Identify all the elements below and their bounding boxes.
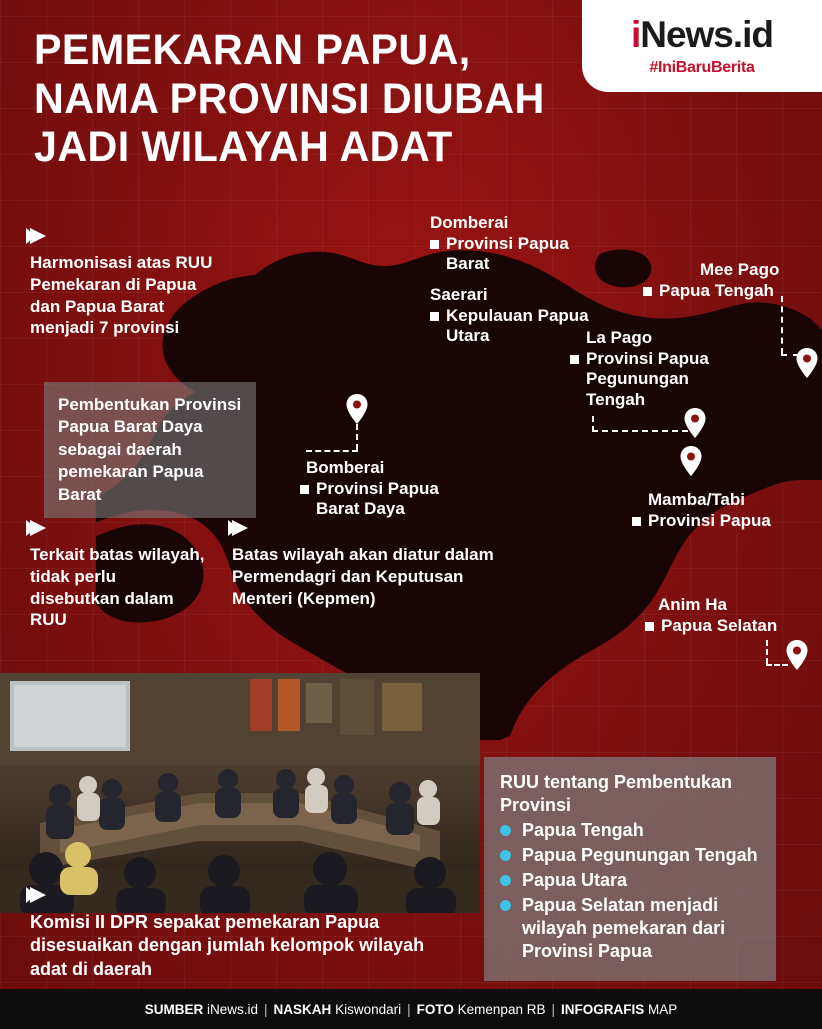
- logo-news: News.id: [640, 13, 774, 55]
- page-title: [34, 26, 610, 172]
- footer-infografis: [561, 1002, 677, 1017]
- point-permendagri: [232, 520, 502, 609]
- point-batas-wilayah: [30, 520, 210, 631]
- logo-text: [630, 13, 774, 55]
- map-label-la-pago-header: La Pago: [586, 328, 653, 347]
- map-label-domberai-sub: Provinsi Papua Barat: [430, 234, 590, 275]
- point-permendagri-text: Batas wilayah akan diatur dalam Permendagri dan Keputusan Menteri (Kepmen): [232, 545, 494, 608]
- map-label-mamba-tabi: [632, 490, 812, 531]
- arrow-icon: [30, 887, 46, 903]
- footer-sumber-label: SUMBER: [144, 1001, 204, 1017]
- footer-foto: [417, 1002, 546, 1017]
- list-item: Papua Selatan menjadi wilayah pemekaran dari Provinsi Papua: [500, 894, 760, 963]
- map-pin-mamba-tabi: [680, 446, 700, 474]
- leader-line-bomberai-v: [356, 424, 358, 450]
- note-papua-barat-daya-text: Pembentukan Provinsi Papua Barat Daya sebagai daerah pemekaran Papua Barat: [58, 395, 242, 504]
- leader-line-anim-ha-v: [766, 640, 768, 664]
- map-pin-anim-ha: [786, 640, 806, 668]
- arrow-icon: [30, 228, 46, 244]
- list-item: Papua Pegunungan Tengah: [500, 844, 760, 867]
- meeting-photo: [0, 673, 480, 913]
- arrow-icon: [232, 520, 248, 536]
- map-label-anim-ha-sub: Papua Selatan: [645, 616, 820, 637]
- leader-line-mee-pago: [781, 296, 783, 354]
- map-pin-mee-pago: [796, 348, 816, 376]
- brand-logo: [582, 0, 822, 92]
- map-pin-la-pago: [684, 408, 704, 436]
- map-label-mee-pago-sub: Papua Tengah: [643, 281, 813, 302]
- meeting-photo-svg: [0, 673, 480, 913]
- logo-tagline: #IniBaruBerita: [649, 58, 755, 76]
- leader-line-la-pago-v: [592, 416, 594, 432]
- ruu-box: [484, 757, 776, 981]
- point-harmonisasi-text: Harmonisasi atas RUU Pemekaran di Papua dan Papua Barat menjadi 7 provinsi: [30, 253, 213, 338]
- footer-foto-label: FOTO: [416, 1001, 454, 1017]
- arrow-icon: [30, 520, 46, 536]
- footer-naskah: [274, 1002, 402, 1017]
- footer-credits: [0, 989, 822, 1029]
- map-label-la-pago-sub: Provinsi Papua Pegunungan Tengah: [570, 349, 745, 411]
- map-label-bomberai-sub: Provinsi Papua Barat Daya: [300, 479, 470, 520]
- ruu-box-title: RUU tentang Pembentukan Provinsi: [500, 771, 733, 815]
- footer-infografis-value: MAP: [648, 1001, 678, 1017]
- footer-divider: |: [551, 1001, 555, 1017]
- leader-line-anim-ha: [766, 664, 788, 666]
- footer-foto-value: Kemenpan RB: [457, 1001, 546, 1017]
- footer-infografis-label: INFOGRAFIS: [560, 1001, 645, 1017]
- leader-line-bomberai: [306, 450, 358, 452]
- map-label-mee-pago-header: Mee Pago: [700, 260, 780, 279]
- map-label-anim-ha-header: Anim Ha: [658, 595, 727, 614]
- footer-sumber-value: iNews.id: [207, 1001, 259, 1017]
- footer-naskah-label: NASKAH: [273, 1001, 332, 1017]
- map-pin-bomberai: [346, 394, 366, 422]
- map-label-la-pago: [570, 328, 745, 411]
- list-item: Papua Tengah: [500, 819, 760, 842]
- point-harmonisasi: [30, 228, 230, 339]
- footer-naskah-value: Kiswondari: [335, 1001, 402, 1017]
- map-label-anim-ha: [645, 595, 820, 636]
- ruu-box-list: [500, 819, 760, 963]
- map-label-mee-pago: [643, 260, 813, 301]
- footer-divider: |: [264, 1001, 268, 1017]
- list-item: Papua Utara: [500, 869, 760, 892]
- title-line-3: JADI WILAYAH ADAT: [34, 123, 453, 172]
- note-papua-barat-daya: [44, 382, 256, 518]
- title-line-1: PEMEKARAN PAPUA,: [34, 26, 471, 74]
- footer-sumber: [145, 1002, 258, 1017]
- bottom-caption: [30, 887, 460, 981]
- point-batas-wilayah-text: Terkait batas wilayah, tidak perlu disebutkan dalam RUU: [30, 545, 205, 630]
- map-label-bomberai: [300, 458, 470, 520]
- map-label-domberai-header: Domberai: [430, 213, 509, 232]
- map-label-saerari-sub: Kepulauan Papua Utara: [430, 306, 600, 347]
- title-line-2: NAMA PROVINSI DIUBAH: [34, 74, 545, 123]
- map-label-bomberai-header: Bomberai: [306, 458, 385, 477]
- leader-line-la-pago: [592, 430, 688, 432]
- footer-divider: |: [407, 1001, 411, 1017]
- map-label-mamba-tabi-header: Mamba/Tabi: [648, 490, 745, 509]
- map-label-saerari-header: Saerari: [430, 285, 488, 304]
- map-label-domberai: [430, 213, 590, 275]
- map-label-mamba-tabi-sub: Provinsi Papua: [632, 511, 812, 532]
- logo-i: i: [630, 13, 641, 55]
- bottom-caption-text: Komisi II DPR sepakat pemekaran Papua disesuaikan dengan jumlah kelompok wilayah adat di daerah: [30, 911, 425, 979]
